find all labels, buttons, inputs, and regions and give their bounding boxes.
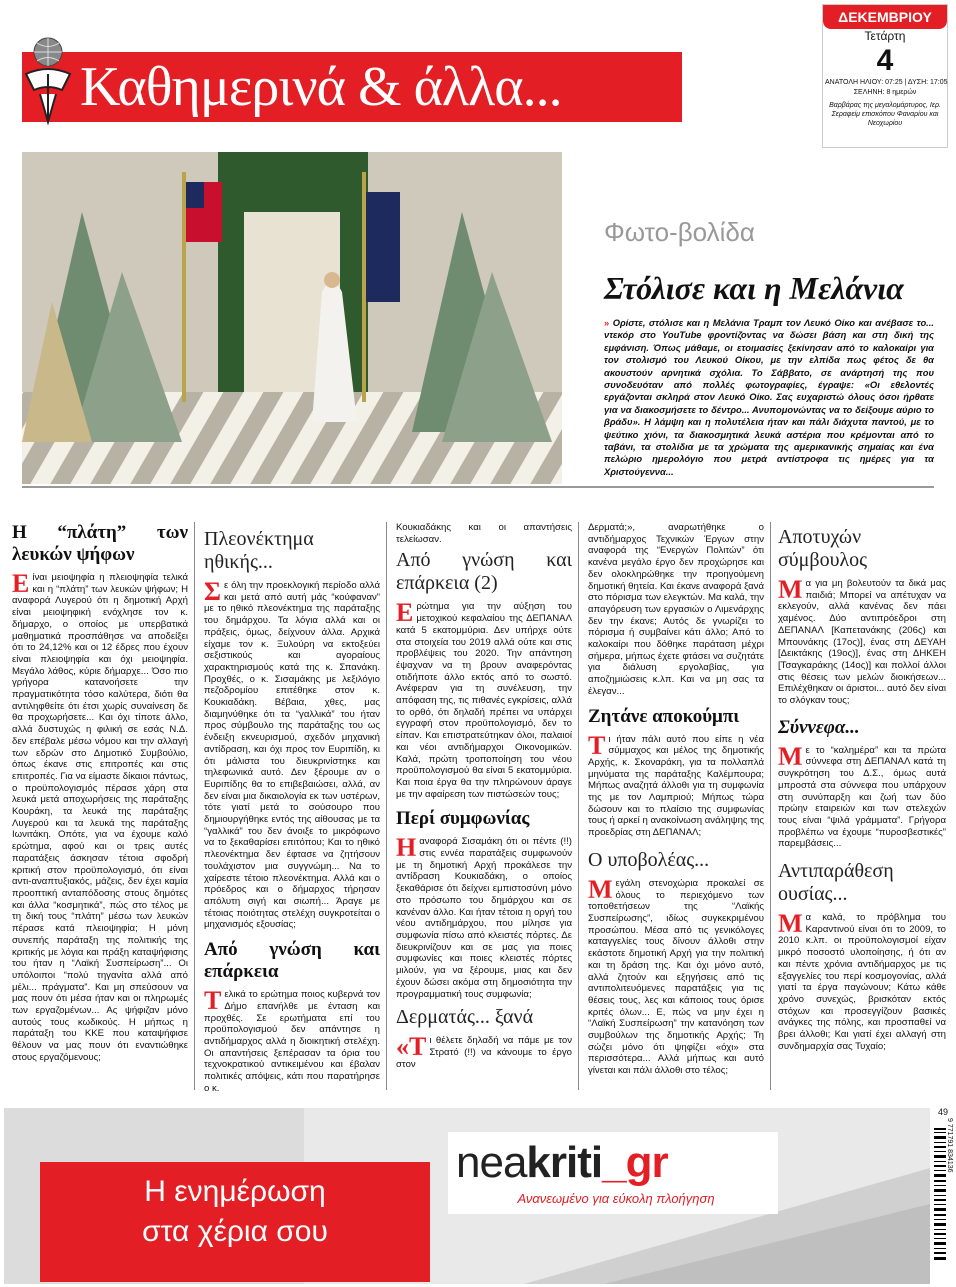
section-divider: [22, 486, 934, 488]
drop-cap: Μ: [778, 741, 803, 771]
ad-headline-1: Η ενημέρωση: [144, 1175, 326, 1208]
article-body: [204, 986, 380, 1094]
arrow-icon: »: [604, 317, 610, 328]
brand-part-c: _gr: [602, 1138, 668, 1187]
column-1: [12, 522, 188, 1094]
date-day: 4: [876, 44, 894, 77]
article-headline: Ο υποβολέας...: [588, 848, 710, 871]
article-headline: Η “πλάτη” των λευκών ψήφων: [12, 522, 188, 565]
drop-cap: «Τ: [396, 1032, 427, 1062]
drop-cap: Ε: [396, 598, 414, 628]
ad-tagline: Ανανεωμένο για εύκολη πλοήγηση: [517, 1191, 715, 1206]
article-body: [396, 833, 572, 1000]
article-text: ρώτημα για την αύξηση του μετοχικού κεφαλαίου της ΔΕΠΑΝΑΛ κατά 5 εκατομμύρια. Δεν υπήρχε ούτε στα στοιχεία του 2019 αλλά ούτε και στις προβλέψεις του 2020. Την απάντηση έψαχναν να τη βρουν αναφερόντας οτιδήποτε άλλο εκτός από το σωστό. Ανέφεραν για τη συνέλευση, την απόφαση της, τις πιθανές εγκρίσεις, αλλά το ορθό, ότι δηλαδή πρέπει να υπάρχει εγγραφή στον προϋπολογισμό, δεν το είπαν. Και επιστρατεύτηκαν όλοι, παλαιοί και νέοι αντιδήμαρχοι Οικονομικών. Καλά, πρώτη τροποποίηση του νέου προϋπολογισμού θα είναι 5 εκατομμύρια. Και ποια έργα θα την πληρώνουν άραγε με την αφαίρεση των πιστώσεών τους;: [396, 601, 572, 800]
drop-cap: Μ: [778, 909, 803, 939]
article-headline: Πλεονέκτημα ηθικής...: [204, 528, 314, 573]
article-text: αναφορά Σισαμάκη ότι οι πέντε (!!) στις εννέα παρατάξεις συμφωνούν με τη δημοτική Αρχή προκάλεσε την αντίδραση Κουκιαδάκη, ο οποίος ξεκαθάρισε ότι δείχνει εμπιστοσύνη μόνο στο πρόσωπο του δημάρχου και σε κανέναν άλλο. Και ήταν τέτοια η οργή του νέου αντιδημάρχου, που μίλησε για συμφωνία πίσω από κλειστές πόρτες. Δε διευκρινίζουν και σε μας για ποιες συμφωνίες και ποιες κλειστές πόρτες μιλούν, για να ξέρουμε, μιας και δεν έχουν δώσει ακόμα στη δημοσιότητα την προγραμματική τους συμφωνία;: [396, 836, 572, 1000]
article-body: [12, 569, 188, 1064]
article-continuation: Δερματά;», αναρωτήθηκε ο αντιδήμαρχος Τεχνικών Έργων στην αναφορά της “Ενεργών Πολιτών” ότι κανένα μεγάλο έργο δεν προχώρησε και δεν ολοκληρώθηκε την προηγούμενη δημοτική θητεία. Και έκανε αναφορά ξανά στο πόρισμα των ελεγκτών. Μα καλά, την απαγόρευση των εργασιών ο Λιμενάρχης δεν την έκανε; Αυτός δε γνωρίζει το πόρισμα ή συμβαίνει κάτι άλλο; Από το καλοκαίρι που δόθηκε παράταση μέχρι σήμερα, μήπως έχετε φτάσει να συζητάτε για διάλυση εργολαβίας, για αποζημιώσεις κ.λπ. Και να μη σας τα έλεγαν...: [588, 522, 764, 697]
article-body: [396, 1032, 572, 1070]
barcode: [932, 1118, 954, 1282]
article-text: ε το “καλημέρα” και τα πρώτα σύννεφα στη ΔΕΠΑΝΑΛ κατά τη συγκρότηση του Δ.Σ., όμως αυτά μπροστά στα σύννεφα που υπάρχουν στη συνύπαρξη και ζωή των δύο πρώην εταιρειών και των στελεχών τους είναι “ψιλά γράμματα”. Γρήγορα προβλέπω να έχουμε “πυροσβεστικές” παρεμβάσεις...: [778, 744, 946, 850]
article-text: ι ήταν πάλι αυτό που είπε η νέα σύμμαχος και μέλος της δημοτικής Αρχής, κ. Σκοναράκη, για τα πολλαπλά μηνύματα της παράταξης Καλέμπουρα; Μήπως αναζητά άλλοθι για τη συμφωνία της με τον Λαμπριού; Μήπως τώρα δώσουν και το πλαίσιο της συμφωνίας τους ή αρκεί η ανακοίνωση ανάληψης της προεδρίας στη ΔΕΠΑΝΑΛ;: [588, 733, 764, 839]
column-5: [778, 522, 946, 1094]
article-headline: Ζητάνε αποκούμπι: [588, 705, 740, 727]
feature-title: Στόλισε και η Μελάνια: [604, 270, 904, 306]
article-body: [588, 730, 764, 839]
article-text: ίναι μειοψηφία η πλειοψηφία τελικά και η “πλάτη” των λευκών ψήφων; Η αναφορά Λυγερού ότι η δημοτική Αρχή είναι μειοψηφική ενόχλησε τον κ. δήμαρχο, ο οποίος με υπερβατικά μαθηματικά προσπάθησε να αποδείξει ότι το 24,12% και οι 12 έδρες που έχουν είναι πλειοψηφία και όχι μειοψηφία. Μεγάλο λάθος, κύριε δήμαρχε... Όσο πιο γρήγορα κατανοήσετε την πραγματικότητα τόσο καλύτερα, διότι θα αντιληφθείτε ότι έτσι χωρίς συναίνεση δε θα προχωρήσετε... Και όχι τίποτε άλλο, αλλά δυστυχώς η φιλική σε εσάς Ν.Δ. δεν επέβαλε μέσω νόμου και την αλλαγή των εδρών στο Δημοτικό Συμβούλιο, όπως έκανε στις επιτροπές και στις επιτροπές. Για να είμαστε δίκαιοι πάντως, ο προϋπολογισμός πέρασε χάρη στα λευκά μετά αποχωρήσεις της παράταξης Κουράκη, τα λευκά της παράταξης Λυγερού και τα λευκά της παράταξης Ιωνιτάκη. Οπότε, για να έχουμε καλό ερώτημα, αφού και οι τρεις αυτές παρατάξεις άσκησαν τέτοια σφοδρή κριτική στον προϋπολογισμό, ότι είναι αντι-αναπτυξιακός, μάζεις, δεν έχει καμία προοπτική ανταπόδοσης στους δημότες και άλλα “κοσμητικά”, πώς στο τέλος με τη δική τους “πλάτη” μέσω των λευκών πέρασε κατά πλειοψηφία; Η μόνη συνεπής παράταξη της πολιτικής της κριτικής με λόγια και πράξη καταψήφισης του ήταν η “Λαϊκή Συσπείρωση”... Οι υπόλοιποι “πολύ τηγανίτα αλλά από μέλι... πράγματα”. Και μη σπεύσουν να μας πουν ότι μέσα ήταν και οι πληρωμές των εργαζομένων... Ας ψήφιζαν μόνο αυτούς τους κωδικούς. Η μήπως η παράταξη του ΚΚΕ που καταψήφισε θέλουν να μας πουν ότι εναντιώθηκε στους εργαζόμενους;: [12, 572, 188, 1063]
barcode-number: 9 771791 834136: [946, 1118, 953, 1173]
column-divider: [578, 522, 579, 1090]
article-text: ι θέλετε δηλαδή να πάμε με τον Στρατό (!!) να κάνουμε το έργο στον: [396, 1035, 572, 1070]
saints-of-day: Βαρβάρας της μεγαλομάρτυρος, Ιερ. Σεραφείμ επισκόπου Φαναρίου και Νεοχωρίου: [829, 102, 941, 127]
article-headline: Από γνώση και επάρκεια: [204, 939, 380, 983]
article-body: [396, 598, 572, 800]
drop-cap: Ε: [12, 569, 30, 598]
feature-body: [604, 317, 934, 481]
drop-cap: Τ: [588, 730, 606, 760]
article-headline: Σύννεφα...: [778, 716, 860, 738]
column-4: [588, 522, 764, 1094]
article-text: α για μη βολευτούν τα δικά μας παιδιά; Μπορεί να απέτυχαν να εκλεγούν, αλλά κανένας δεν πάει χαμένος. Δύο αντιπρόεδροι στη ΔΕΠΑΝΑΛ [Καπετανάκης (206ς) και Μπουνάκης (17ος)], ένας στη ΔΕΥΑΗ [Δεικτάκης (19ος)], ένας στη ΔΗΚΕΗ [Τσαγκαράκης (14ος)] και πολλοί άλλοι στις θέσεις των μελών διοικήσεων... Επιλέχθηκαν οι άριστοι... αυτό δεν είναι το σλόγκαν τους;: [778, 578, 946, 707]
article-headline: Αποτυχών σύμβουλος: [778, 526, 868, 571]
drop-cap: Η: [396, 833, 417, 863]
article-headline: Δερματάς... ξανά: [396, 1006, 534, 1029]
article-body: [778, 575, 946, 707]
issue-number: 49: [937, 1107, 948, 1117]
ad-brand[interactable]: [456, 1138, 776, 1188]
article-text: εγάλη στενοχώρια προκαλεί σε όλους το περιεχόμενο των τοποθετήσεων της “Λαϊκής Συσπείρωσης”, ιδίως συγκεκριμένου προσώπου. Μέσα από τις γενικόλογες καταγγελίες τους δίνουν άλλοθι στην εκάστοτε δημοτική Αρχή για την πολιτική και τη δράση της. Και όχι μόνο αυτό, αλλά ζητούν και εξηγήσεις από τις αντιπολιτευόμενες παρατάξεις για τις θέσεις τους, λες και κάποιος τους όρισε κριτές όλων... Ε, πώς να μην έχει η “Λαϊκή Συσπείρωση” την κατανόηση των συμβούλων της δημοτικής Αρχής; Τη σώζει μόνο ότι ψηφίζει «όχι» στα περισσότερα... Αλλά μήπως και αυτό γίνεται και πάλι άλλοθι στο τέλος;: [588, 877, 764, 1077]
article-headline: Από γνώση και επάρκεια (2): [396, 549, 572, 595]
ad-headline-2: στα χέρια σου: [142, 1215, 328, 1248]
article-text: ε όλη την προεκλογική περίοδο αλλά και μετά από αυτή μάς “κούφαναν” με το ηθικό πλεονέκτημα της παράταξης του δημάρχου. Τα λόγια αλλά και οι πράξεις, όμως, δείχνουν άλλα. Αρχικά είχαμε τον κ. Ξυλούρη να εκτοξεύει σεξιστικούς και αγοραίους χαρακτηρισμούς κατά της κ. Σπανάκη. Προχθές, ο κ. Σισαμάκης με λεξιλόγιο πεζοδρομίου επιτέθηκε στον κ. Κουκιαδάκη. Βέβαια, χθες, μας διαμηνύθηκε ότι τα “γαλλικά” του ήταν προς σύμβουλο της παράταξης του ως ένδειξη εκνευρισμού, σχεδόν μηχανική αντίδραση, και όχι προς τον Ευριπίδη, κι ότι μάλιστα του διευκρινίστηκε και τηλεφωνικά αυτό. Δεν ξέρουμε αν ο Ευριπίδης θα το επιβεβαιώσει, αλλά, αν δεν είναι μια δικαιολογία εκ των υστέρων, τότε γιατί μετά το σούσουρο που δημιουργήθηκε εντός της αίθουσας με τα “γαλλικά” του δεν άνοιξε το μικρόφωνο να το ξεκαθαρίσει επιτόπου; Και το ηθικό πλεονέκτημα δεν έφτασε να ζητήσουν τουλάχιστον μια συγγνώμη... Να το χαίρεστε τέτοιο πλεονέκτημα. Αλλά και ο πρόεδρος και ο δήμαρχος τήρησαν απόλυτη σιγή και σιωπή... Άραγε με τέτοιας ποιότητας στελέχη συγκροτείται ο μηχανισμός εξουσίας;: [204, 580, 380, 931]
article-body: [778, 909, 946, 1052]
column-3: [396, 522, 572, 1094]
article-headline: Αντιπαράθεση ουσίας...: [778, 860, 894, 906]
article-continuation: Κουκιαδάκης και οι απαντήσεις τελείωσαν.: [396, 522, 572, 545]
article-body: [588, 874, 764, 1077]
article-text: ελικά το ερώτημα ποιος κυβερνά τον Δήμο επανήλθε με ένταση και προχθές. Σε ερωτήματα επί του προϋπολογισμού δεν απάντησε η αντιδήμαρχος αλλά η διοικητική στελέχη. Οι απαντήσεις ξεπέρασαν τα όρια του τεχνοκρατικού αντικειμένου και έβαλαν πολιτικές απόψεις, κάτι που παρατήρησε ο κ.: [204, 989, 380, 1094]
drop-cap: Τ: [204, 986, 222, 1016]
column-divider: [386, 522, 387, 1090]
date-month: ΔΕΚΕΜΒΡΙΟΥ: [823, 5, 947, 29]
column-divider: [770, 522, 771, 1090]
article-headline: Περί συμφωνίας: [396, 808, 530, 830]
column-2: [204, 522, 380, 1094]
drop-cap: Μ: [588, 874, 613, 904]
article-body: [778, 741, 946, 850]
drop-cap: Σ: [204, 577, 221, 606]
date-box: [822, 4, 948, 148]
column-divider: [194, 522, 195, 1090]
feature-label: Φωτο-βολίδα: [604, 217, 755, 247]
drop-cap: Μ: [778, 575, 803, 604]
quill-globe-icon: [18, 34, 82, 126]
brand-part-a: nea: [456, 1138, 527, 1187]
section-title: Καθημερινά & άλλα...: [80, 56, 562, 118]
feature-photo: [22, 152, 562, 484]
moon-age: ΣΕΛΗΝΗ: 8 ημερών: [853, 89, 917, 96]
feature-text: Ορίστε, στόλισε και η Μελάνια Τραμπ τον Λευκό Οίκο και ανέβασε το... ντεκόρ στο YouTube φροντίζοντας να δώσει βάση και στη δική της εμφάνιση. Όπως μάθαμε, οι ετοιμασίες ξεκίνησαν από το καλοκαίρι για τον στολισμό του Λευκού Οίκου, με την ελπίδα πως φέτος δε θα ακουστούν αρνητικά σχόλια. Το Σάββατο, σε ανάρτησή της που συνοδευόταν από πολλές φωτογραφίες, έγραψε: «Οι εθελοντές εργάζονται σκληρά στον Λευκό Οίκο. Σας ευχαριστώ όλους όσοι ήρθατε για να διακοσμήσετε το δέντρο... Ανυπομονώντας να το δείξουμε αύριο το βράδυ». Η λάμψη και η πολυτέλεια ήταν και πάλι διάχυτα παντού, με το ψεύτικο χιόνι, τα διακοσμητικά λευκά αστέρια που κρέμονται από το ταβάνι, τα στολίδια με τα χρώματα της αμερικανικής σημαίας και ένα πελώριο ημερολόγιο που μετρά αντίστροφα τις ημέρες για τα Χριστούγεννα...: [604, 317, 934, 477]
article-body: [204, 577, 380, 931]
article-text: α καλά, το πρόβλημα του Καραντινού είναι ότι το 2009, το 2010 κ.λπ. οι προϋπολογισμοί είχαν μικρό ποσοστό υλοποίησης, ή ότι αν και πέντε χρόνια αντιδήμαρχος με τις εξαγγελίες του περί κοσμογονίας, αλλά γιατί τα έργα παγώνουν; Κάτω κάθε χρόνο συνεχώς, βρισκόταν εκτός στόχων και προσεγγίζουν βασικές ανάγκες της πόλης, και προσπαθεί να βρει άλλοθι; Και γιατί έχει αλλαγή στη συνδημαρχία σας Τυχαίο;: [778, 912, 946, 1052]
brand-part-b: kriti: [526, 1138, 603, 1187]
sun-times: ΑΝΑΤΟΛΗ ΗΛΙΟΥ: 07:25 | ΔΥΣΗ: 17:05: [825, 79, 948, 86]
date-weekday: Τετάρτη: [864, 29, 906, 43]
